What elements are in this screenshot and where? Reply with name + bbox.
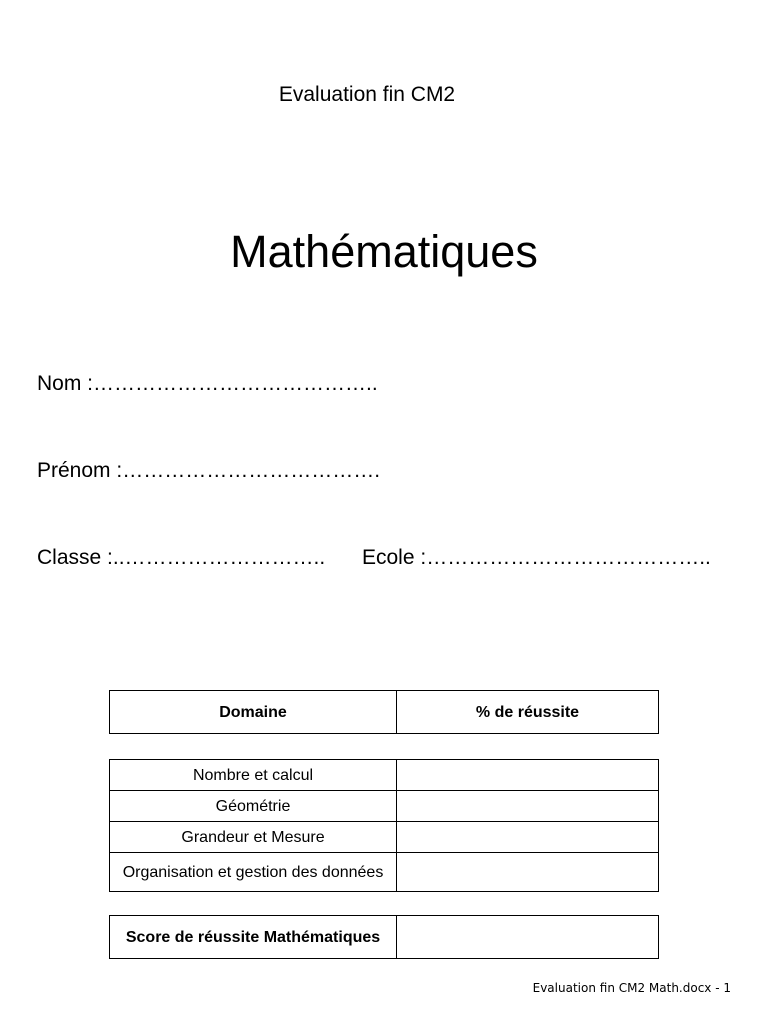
domain-cell: Géométrie xyxy=(110,791,397,822)
table-row xyxy=(110,791,659,822)
domain-cell: Organisation et gestion des données xyxy=(110,853,397,892)
table-row xyxy=(110,853,659,892)
document-title: Mathématiques xyxy=(230,226,538,277)
domain-cell: Grandeur et Mesure xyxy=(110,822,397,853)
domain-results-table xyxy=(109,759,659,892)
total-score-table xyxy=(109,915,659,959)
classe-field[interactable]: Classe :..……………………….. xyxy=(37,546,326,569)
nom-field[interactable]: Nom :………………………………….. xyxy=(37,372,378,395)
table-row xyxy=(110,822,659,853)
total-score-cell[interactable] xyxy=(397,916,659,959)
table-row xyxy=(110,760,659,791)
document-subtitle: Evaluation fin CM2 xyxy=(278,83,456,106)
page-footer: Evaluation fin CM2 Math.docx - 1 xyxy=(532,981,731,995)
domain-column-header: Domaine xyxy=(110,691,397,734)
score-cell[interactable] xyxy=(397,853,659,892)
total-score-label: Score de réussite Mathématiques xyxy=(110,916,397,959)
table-header-row xyxy=(110,691,659,734)
results-header-table xyxy=(109,690,659,734)
success-column-header: % de réussite xyxy=(397,691,659,734)
total-row xyxy=(110,916,659,959)
score-cell[interactable] xyxy=(397,822,659,853)
domain-cell: Nombre et calcul xyxy=(110,760,397,791)
prenom-field[interactable]: Prénom :………………………………. xyxy=(37,459,381,482)
score-cell[interactable] xyxy=(397,760,659,791)
ecole-field[interactable]: Ecole :………………………………….. xyxy=(362,546,711,569)
score-cell[interactable] xyxy=(397,791,659,822)
